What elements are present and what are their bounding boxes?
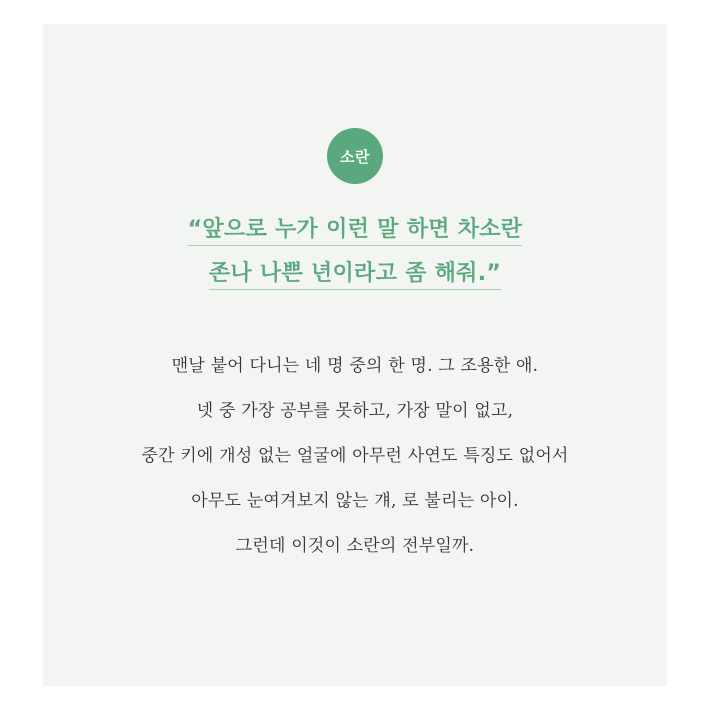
quote-line-2 — [43, 252, 667, 296]
quote-line-2-text: 존나 나쁜 년이라고 좀 해줘.” — [209, 261, 501, 290]
quote-line-1 — [43, 208, 667, 252]
badge-label: 소란 — [340, 147, 370, 166]
quote-block — [43, 208, 667, 296]
quote-card — [43, 24, 667, 686]
body-line-3: 중간 키에 개성 없는 얼굴에 아무런 사연도 특징도 없어서 — [141, 446, 569, 466]
quote-line-1-text: “앞으로 누가 이런 말 하면 차소란 — [188, 217, 523, 246]
body-paragraph — [43, 344, 667, 569]
body-line-5: 그런데 이것이 소란의 전부일까. — [235, 536, 475, 556]
body-line-4: 아무도 눈여겨보지 않는 걔, 로 불리는 아이. — [191, 491, 519, 511]
body-line-2: 넷 중 가장 공부를 못하고, 가장 말이 없고, — [196, 401, 514, 421]
body-line-1: 맨날 붙어 다니는 네 명 중의 한 명. 그 조용한 애. — [171, 356, 539, 376]
card-content — [43, 24, 667, 686]
character-badge — [327, 128, 383, 184]
